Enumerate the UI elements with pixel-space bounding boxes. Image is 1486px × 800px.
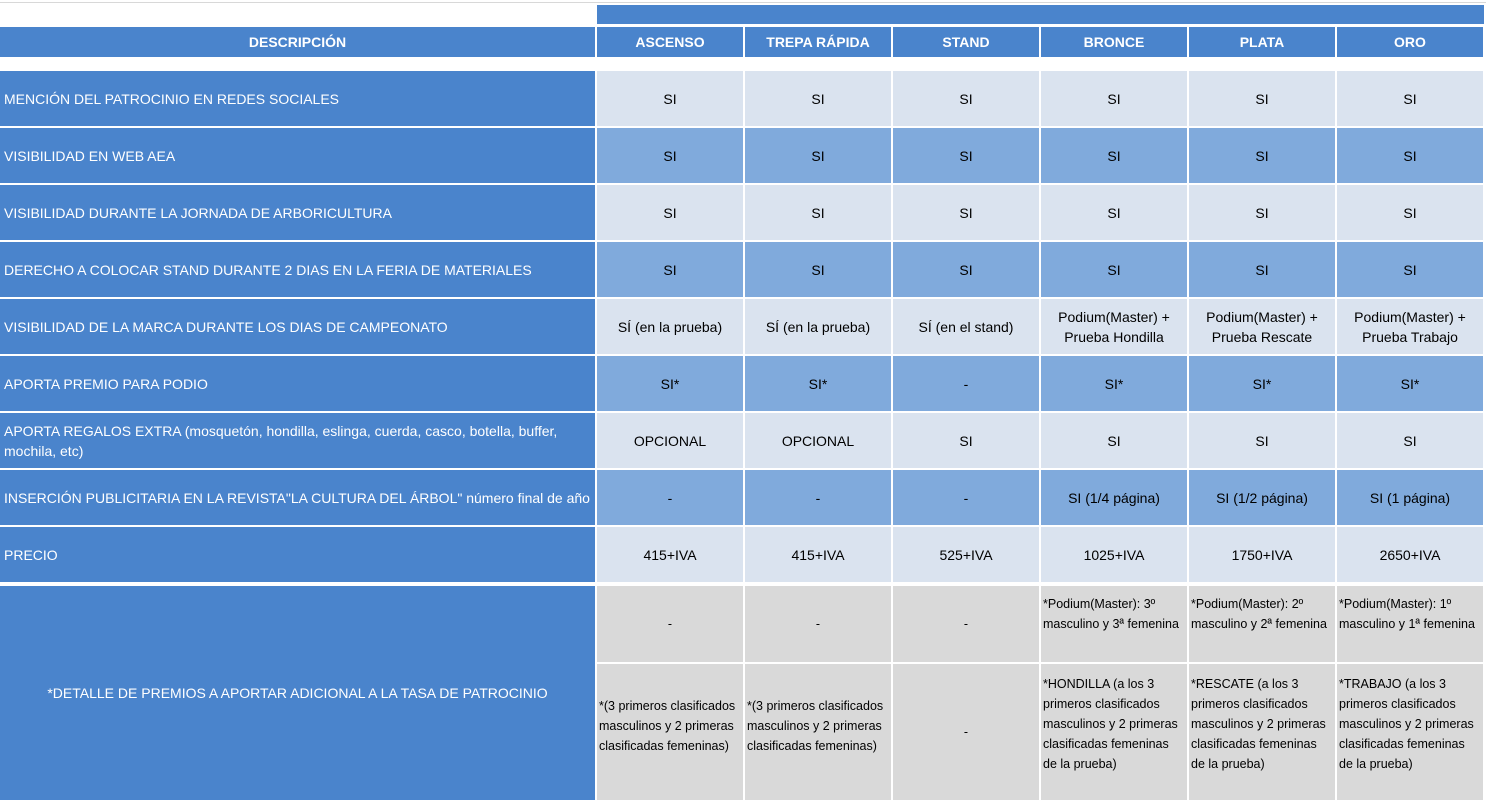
table-cell: SI (1337, 242, 1483, 297)
row-label: PRECIO (0, 527, 595, 582)
table-body (0, 71, 1483, 582)
header-bronce: BRONCE (1041, 27, 1187, 57)
table-cell: 2650+IVA (1337, 527, 1483, 582)
table-cell: SI (597, 128, 743, 183)
podium-detail-cell: - (893, 586, 1039, 662)
row-label: VISIBILIDAD DURANTE LA JORNADA DE ARBORICULTURA (0, 185, 595, 240)
table-cell: 415+IVA (745, 527, 891, 582)
table-cell: SI (1337, 71, 1483, 126)
table-cell: Podium(Master) + Prueba Hondilla (1041, 299, 1187, 354)
table-cell: SI (597, 71, 743, 126)
table-cell: SI (1041, 413, 1187, 468)
table-cell: SI (745, 128, 891, 183)
table-cell: SI (1337, 413, 1483, 468)
top-border (0, 2, 1486, 3)
table-cell: SI (893, 185, 1039, 240)
table-cell: SI (597, 185, 743, 240)
podium-detail-cell: *Podium(Master): 3º masculino y 3ª femenina (1041, 586, 1187, 662)
podium-detail-cell: *Podium(Master): 1º masculino y 1ª femenina (1337, 586, 1483, 662)
header-band (597, 5, 1484, 24)
table-cell: SI (1189, 185, 1335, 240)
table-cell: SI (745, 71, 891, 126)
table-cell: SI (597, 242, 743, 297)
prize-detail-cell: *TRABAJO (a los 3 primeros clasificados masculinos y 2 primeras clasificadas femeninas de la prueba) (1337, 664, 1483, 800)
table-cell: SI (1189, 71, 1335, 126)
table-cell: OPCIONAL (745, 413, 891, 468)
header-plata: PLATA (1189, 27, 1335, 57)
podium-detail-cell: - (597, 586, 743, 662)
table-cell: SI (1041, 242, 1187, 297)
prize-detail-cell: *(3 primeros clasificados masculinos y 2 primeras clasificadas femeninas) (745, 664, 891, 800)
prize-details (0, 586, 1483, 800)
table-cell: SI (893, 413, 1039, 468)
table-cell: - (745, 470, 891, 525)
table-cell: SI* (597, 356, 743, 411)
row-label: VISIBILIDAD EN WEB AEA (0, 128, 595, 183)
prize-detail-cell: - (893, 664, 1039, 800)
row-label: INSERCIÓN PUBLICITARIA EN LA REVISTA"LA CULTURA DEL ÁRBOL" número final de año (0, 470, 595, 525)
podium-detail-cell: *Podium(Master): 2º masculino y 2ª femenina (1189, 586, 1335, 662)
table-cell: SI (1041, 128, 1187, 183)
table-cell: SI (1189, 242, 1335, 297)
prize-detail-cell: *(3 primeros clasificados masculinos y 2 primeras clasificadas femeninas) (597, 664, 743, 800)
table-cell: 415+IVA (597, 527, 743, 582)
table-cell: SI* (1041, 356, 1187, 411)
table-cell: SI (1189, 128, 1335, 183)
table-cell: Podium(Master) + Prueba Rescate (1189, 299, 1335, 354)
table-cell: - (893, 356, 1039, 411)
table-cell: SI* (745, 356, 891, 411)
table-cell: Podium(Master) + Prueba Trabajo (1337, 299, 1483, 354)
table-cell: SI (893, 128, 1039, 183)
table-cell: SI (745, 185, 891, 240)
row-label: APORTA PREMIO PARA PODIO (0, 356, 595, 411)
table-cell: SÍ (en el stand) (893, 299, 1039, 354)
table-cell: SI (1041, 71, 1187, 126)
table-cell: SI (1/2 página) (1189, 470, 1335, 525)
table-cell: SI (893, 71, 1039, 126)
row-label: APORTA REGALOS EXTRA (mosquetón, hondilla, eslinga, cuerda, casco, botella, buffer, mochila, etc) (0, 413, 595, 468)
row-label: VISIBILIDAD DE LA MARCA DURANTE LOS DIAS DE CAMPEONATO (0, 299, 595, 354)
header-trepa-rapida: TREPA RÁPIDA (745, 27, 891, 57)
row-label: MENCIÓN DEL PATROCINIO EN REDES SOCIALES (0, 71, 595, 126)
table-cell: SI (1/4 página) (1041, 470, 1187, 525)
table-cell: 1750+IVA (1189, 527, 1335, 582)
table-cell: SI* (1189, 356, 1335, 411)
table-cell: SI (1041, 185, 1187, 240)
row-label: DERECHO A COLOCAR STAND DURANTE 2 DIAS EN LA FERIA DE MATERIALES (0, 242, 595, 297)
details-label: *DETALLE DE PREMIOS A APORTAR ADICIONAL A LA TASA DE PATROCINIO (0, 586, 595, 800)
table-cell: OPCIONAL (597, 413, 743, 468)
header-oro: ORO (1337, 27, 1483, 57)
table-cell: SI (745, 242, 891, 297)
table-cell: - (893, 470, 1039, 525)
prize-detail-cell: *HONDILLA (a los 3 primeros clasificados masculinos y 2 primeras clasificadas femeninas de la prueba) (1041, 664, 1187, 800)
prize-detail-cell: *RESCATE (a los 3 primeros clasificados masculinos y 2 primeras clasificadas femeninas de la prueba) (1189, 664, 1335, 800)
table-cell: 1025+IVA (1041, 527, 1187, 582)
header-stand: STAND (893, 27, 1039, 57)
table-header (0, 27, 1483, 57)
header-ascenso: ASCENSO (597, 27, 743, 57)
podium-detail-cell: - (745, 586, 891, 662)
table-cell: SI* (1337, 356, 1483, 411)
table-cell: SI (893, 242, 1039, 297)
table-cell: SÍ (en la prueba) (597, 299, 743, 354)
table-cell: SI (1337, 128, 1483, 183)
table-cell: SI (1 página) (1337, 470, 1483, 525)
table-cell: SI (1337, 185, 1483, 240)
table-cell: SÍ (en la prueba) (745, 299, 891, 354)
table-cell: - (597, 470, 743, 525)
table-cell: 525+IVA (893, 527, 1039, 582)
table-cell: SI (1189, 413, 1335, 468)
header-description: DESCRIPCIÓN (0, 27, 595, 57)
